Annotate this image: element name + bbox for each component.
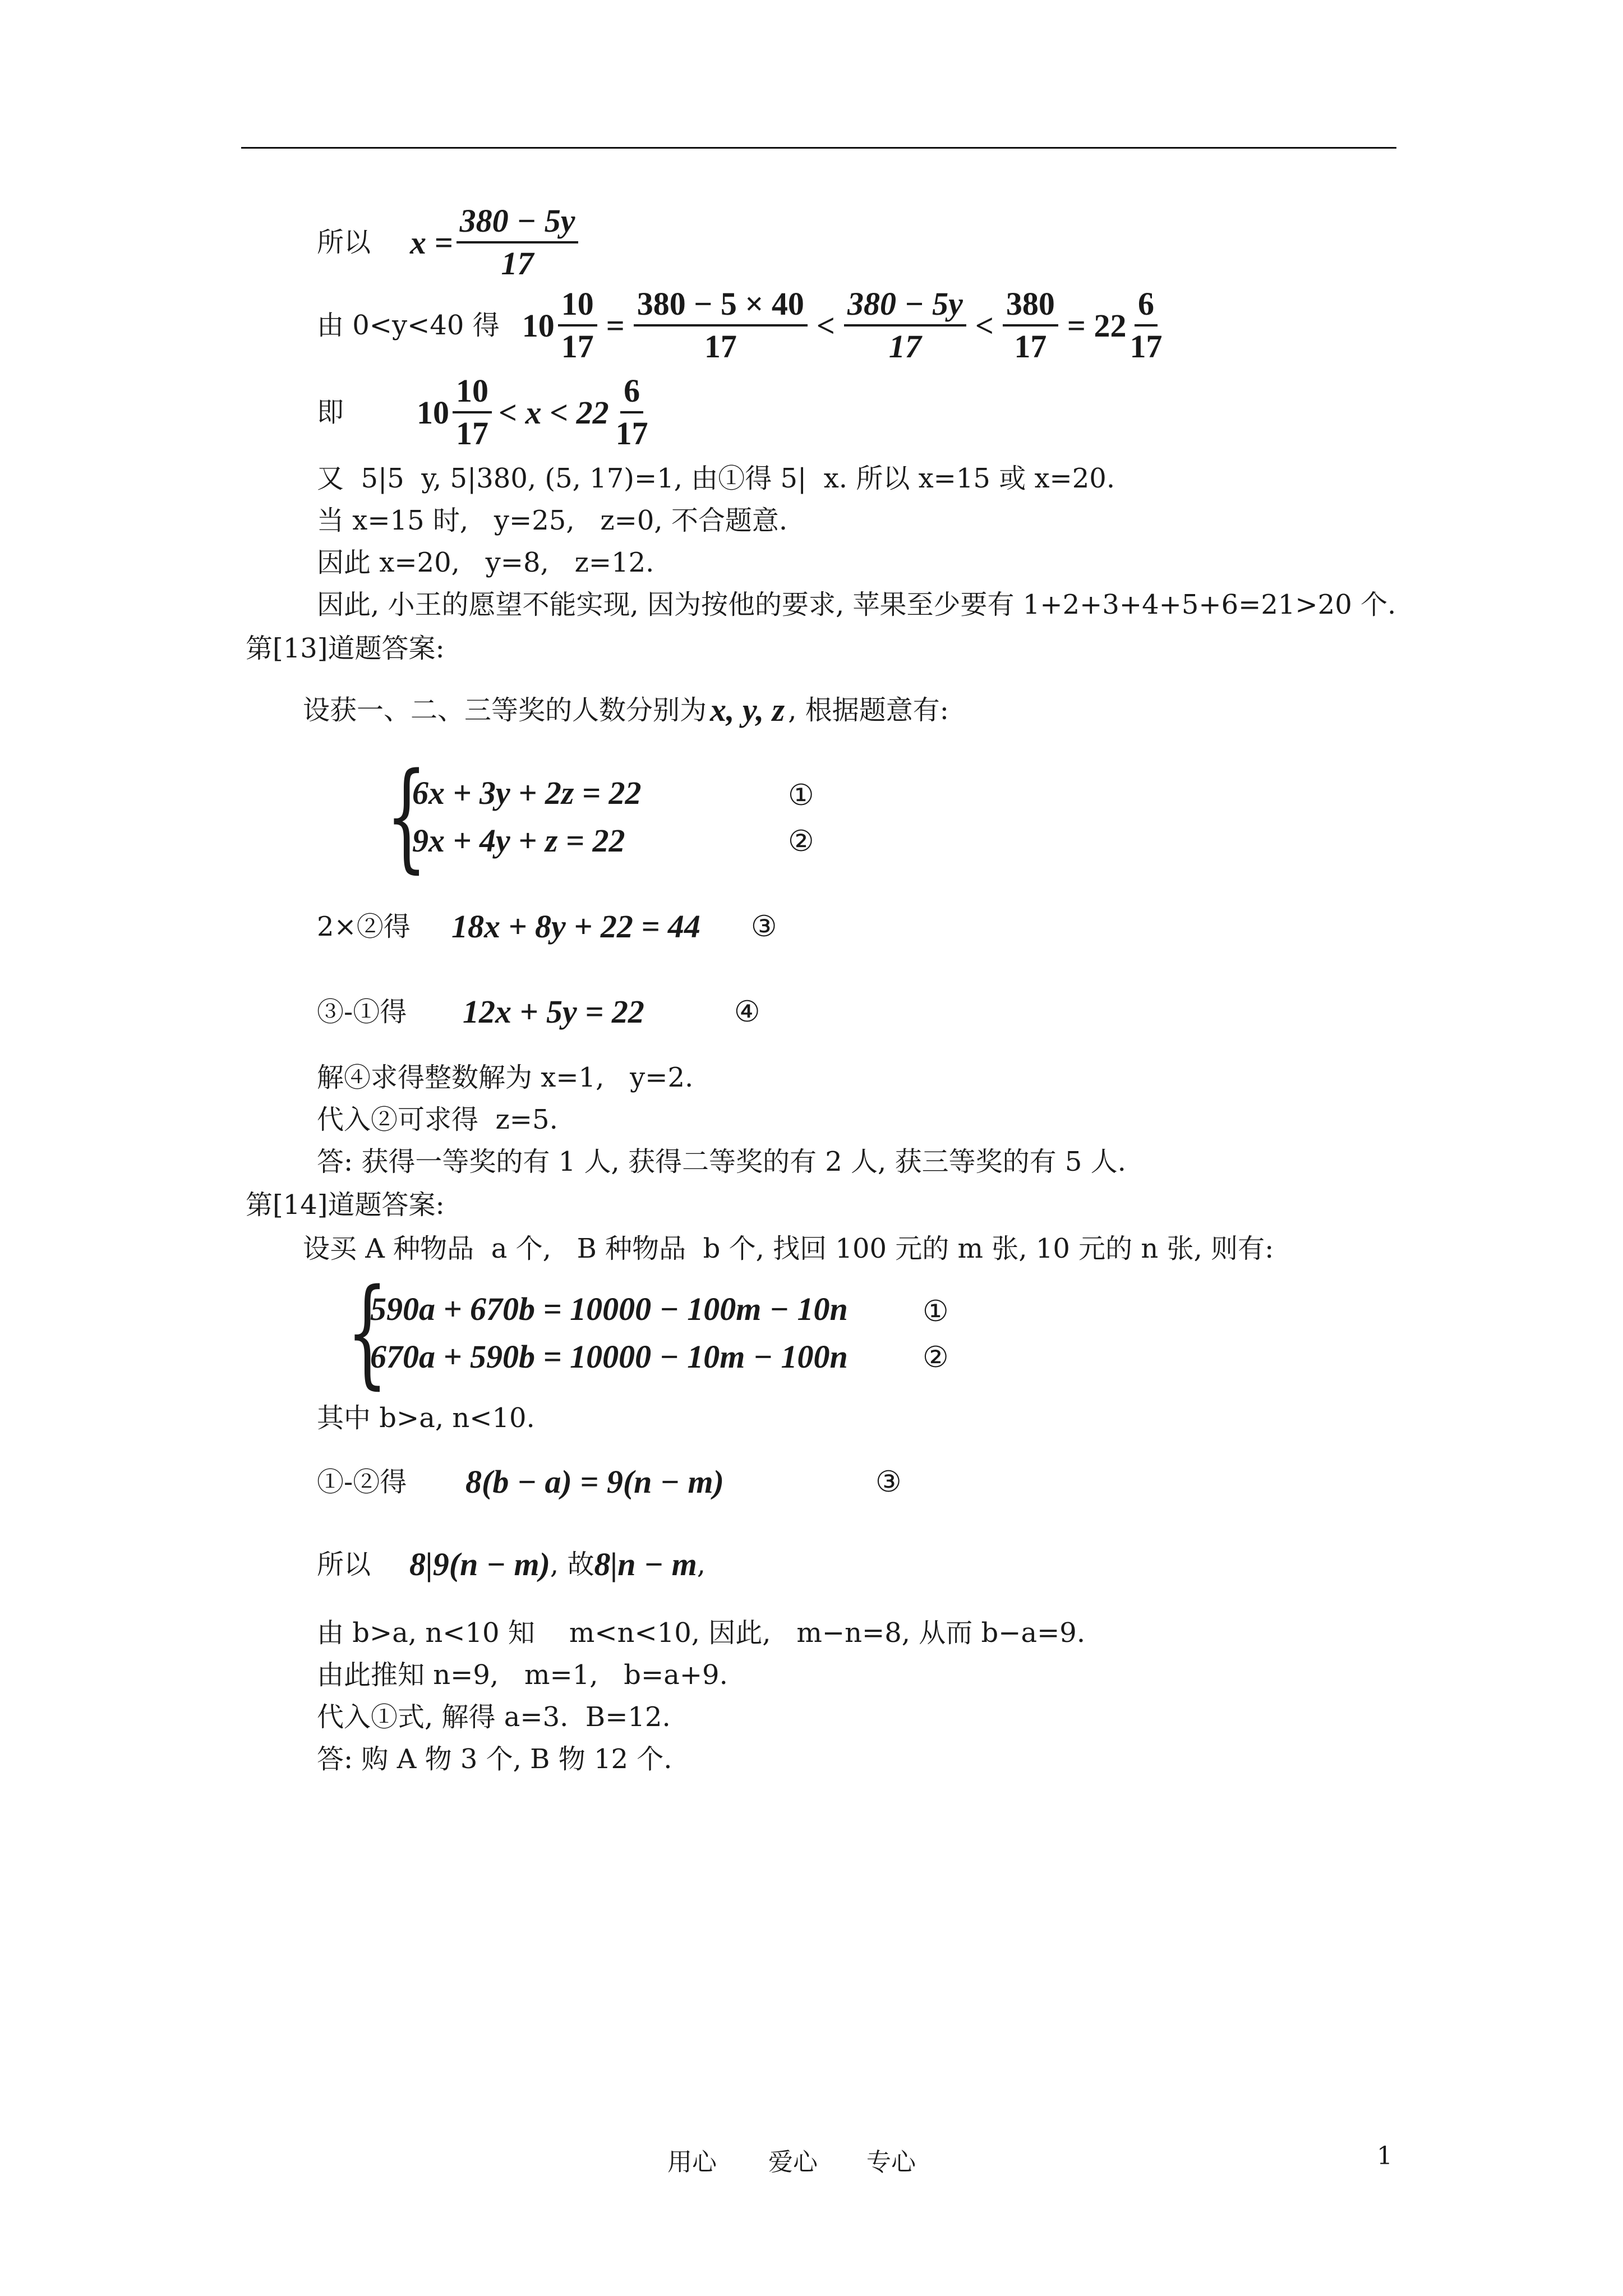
footer-slogan-2: 爱心 [768,2148,818,2177]
divisibility-step: 所以 8|9(n − m) , 故 8|n − m , [317,1546,706,1582]
system13-eq1: 6x + 3y + 2z = 22 [412,775,642,811]
text-line: 解④求得整数解为 x=1, y=2. [317,1062,694,1093]
fraction: $\frac{380 - 5y}{17}$ [844,286,966,365]
text-line: 当 x=15 时, y=25, z=0, 不合题意. [317,505,788,536]
section-heading-14: 第[14]道题答案: [246,1189,445,1221]
fraction: $\frac{10}{17}$ [453,373,492,452]
system13-eq2: 9x + 4y + z = 22 [412,822,625,859]
fraction: $\frac{6}{17}$ [615,372,648,452]
label-suoyi: 所以 [317,227,371,258]
inequality-chain: 由 0<y<40 得 10 $\frac{10}{17}$ = $\frac{380 - 5 \times 40}{17}$ < $\frac{380 - 5y}{17}$ < $\frac{380}{17}$ = 22 $\frac{6}{17}$ [317,286,1163,365]
header-rule [241,147,1396,149]
text-line: 答: 购 A 物 3 个, B 物 12 个. [317,1743,672,1775]
equation-number: ② [923,1341,949,1374]
text-line: 其中 b>a, n<10. [317,1402,535,1434]
equation-x-expression: 所以 x = $\frac{380 - 5y}{17}$ [317,203,582,282]
equation-number: ② [788,825,814,858]
fraction: $\frac{380 - 5 \times 40}{17}$ [634,286,808,365]
system14-eq1: 590a + 670b = 10000 − 100m − 10n [370,1291,848,1327]
footer-slogan-3: 专心 [866,2148,916,2177]
equation-number: ① [923,1295,949,1328]
fraction: $\frac{380 - 5y}{17}$ [457,203,579,282]
section-heading-13: 第[13]道题答案: [246,633,445,664]
problem14-intro: 设买 A 种物品 a 个, B 种物品 b 个, 找回 100 元的 m 张, 10 元的 n 张, 则有: [303,1233,1274,1264]
text-line: 答: 获得一等奖的有 1 人, 获得二等奖的有 2 人, 获三等奖的有 5 人. [317,1146,1126,1177]
bounds-inequality: 即 10 $\frac{10}{17}$ < x < 22 $\frac{6}{17}$ [317,372,648,452]
fraction: $\frac{10}{17}$ [558,286,597,365]
footer-slogan-1: 用心 [667,2148,717,2177]
text-line: 代入①式, 解得 a=3. B=12. [317,1701,671,1733]
text-line: 由此推知 n=9, m=1, b=a+9. [317,1659,728,1691]
step-1-minus-2: ①-②得 8(b − a) = 9(n − m) ③ [317,1464,902,1500]
fraction: $\frac{380}{17}$ [1003,286,1058,365]
text-line: 又 5|5 y, 5|380, (5, 17)=1, 由①得 5| x. 所以 x=15 或 x=20. [317,463,1115,494]
step-2x2: 2×②得 18x + 8y + 22 = 44 ③ [317,908,777,945]
problem13-intro: 设获一、二、三等奖的人数分别为 x, y, z , 根据题意有: [303,692,949,728]
system14-eq2: 670a + 590b = 10000 − 10m − 100n [370,1338,848,1375]
step-3-minus-1: ③-①得 12x + 5y = 22 ④ [317,993,760,1030]
text-line: 因此, 小王的愿望不能实现, 因为按他的要求, 苹果至少要有 1+2+3+4+5+6=21>20 个. [317,589,1396,620]
system-brace: { [386,747,427,885]
page-number: 1 [1377,2142,1393,2170]
text-line: 代入②可求得 z=5. [317,1104,558,1135]
text-line: 因此 x=20, y=8, z=12. [317,547,654,578]
text-line: 由 b>a, n<10 知 m<n<10, 因此, m−n=8, 从而 b−a=9. [317,1617,1086,1649]
fraction: $\frac{6}{17}$ [1129,286,1163,365]
equation-number: ① [788,779,814,812]
system-brace: { [347,1263,388,1401]
